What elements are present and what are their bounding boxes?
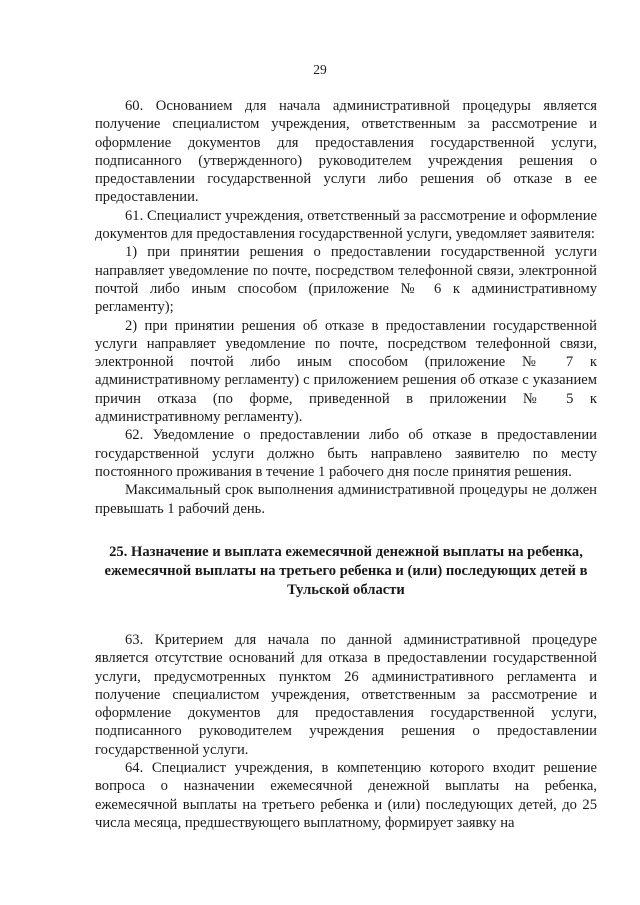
paragraph-61: 61. Специалист учреждения, ответственный за рассмотрение и оформление документов для предоставления государственной услуги, уведомляет заявителя: (95, 207, 597, 243)
section-heading: 25. Назначение и выплата ежемесячной денежной выплаты на ребенка, ежемесячной выплаты на третьего ребенка и (или) последующих детей в Тульской области (104, 544, 588, 598)
text-block-procedure-60-62 (95, 97, 597, 518)
paragraph-64: 64. Специалист учреждения, в компетенцию которого входит решение вопроса о назначении ежемесячной денежной выплаты на ребенка, ежемесячной выплаты на третьего ребенка и (или) последующих детей, до 25 числа месяца, предшествующего выплатному, формирует заявку на (95, 760, 597, 831)
paragraph-61-item-2: 2) при принятии решения об отказе в предоставлении государственной услуги направляет уведомление по почте, посредством телефонной связи, электронной почтой либо иным способом (приложение № 7 к административному регламенту) с приложением решения об отказе с указанием причин отказа (по форме, приведенной в приложении № 5 к административному регламенту). (95, 317, 597, 426)
paragraph-max-term: Максимальный срок выполнения административной процедуры не должен превышать 1 рабочий день. (95, 482, 597, 517)
page-number: 29 (313, 62, 327, 77)
paragraph-63: 63. Критерием для начала по данной административной процедуре является отсутствие оснований для отказа в предоставлении государственной услуги, предусмотренных пунктом 26 административного регламента и получение специалистом учреждения, ответственным за рассмотрение и оформление документов для предоставления государственной услуги, подписанного руководителем учреждения решения о предоставлении государственной услуги. (95, 632, 597, 758)
paragraph-61-item-1: 1) при принятии решения о предоставлении государственной услуги направляет уведомление по почте, посредством телефонной связи, электронной почтой либо иным способом (приложение № 6 к административному регламенту); (95, 244, 597, 316)
paragraph-60: 60. Основанием для начала административной процедуры является получение специалистом учреждения, ответственным за рассмотрение и оформление документов для предоставления государственной услуги, подписанного (утвержденного) руководителем учреждения решения о предоставлении государственной услуги либо решения об отказе в ее предоставлении. (95, 98, 597, 206)
text-block-procedure-63-64 (95, 631, 597, 832)
paragraph-62: 62. Уведомление о предоставлении либо об отказе в предоставлении государственной услуги должно быть направлено заявителю по месту постоянного проживания в течение 1 рабочего дня после принятия решения. (95, 427, 597, 480)
